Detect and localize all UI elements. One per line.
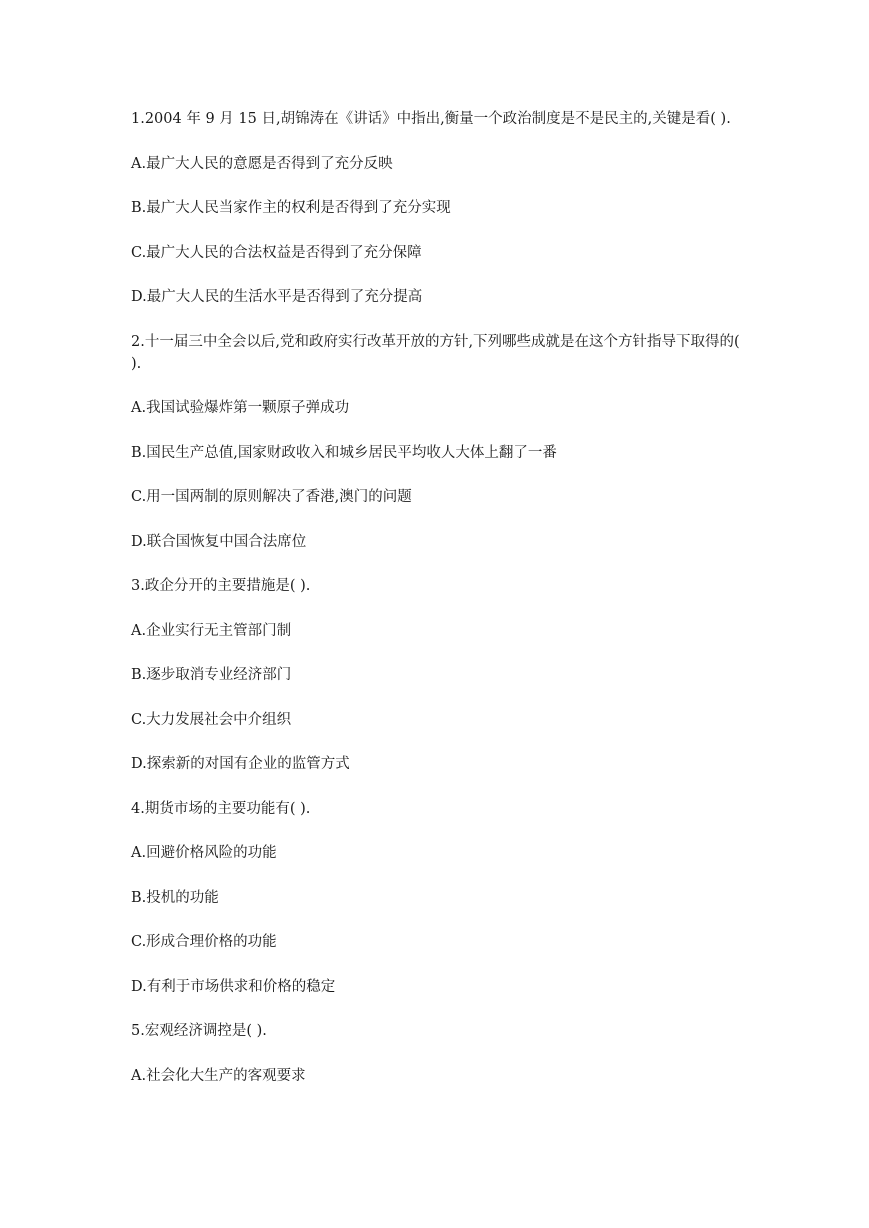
question-4-option-a: A.回避价格风险的功能 bbox=[131, 845, 277, 861]
question-4-option-d: D.有利于市场供求和价格的稳定 bbox=[131, 978, 336, 995]
question-1-option-a: A.最广大人民的意愿是否得到了充分反映 bbox=[131, 155, 393, 172]
question-1-option-b: B.最广大人民当家作主的权利是否得到了充分实现 bbox=[131, 200, 451, 216]
question-1-option-c: C.最广大人民的合法权益是否得到了充分保障 bbox=[131, 244, 422, 261]
question-4-stem: 4.期货市场的主要功能有( ). bbox=[131, 800, 311, 817]
question-list bbox=[131, 108, 741, 1109]
question-3-option-c: C.大力发展社会中介组织 bbox=[131, 711, 292, 728]
question-2-option-a: A.我国试验爆炸第一颗原子弹成功 bbox=[131, 400, 350, 416]
question-4-option-c: C.形成合理价格的功能 bbox=[131, 934, 277, 950]
question-3-option-d: D.探索新的对国有企业的监管方式 bbox=[131, 756, 350, 772]
question-3-option-a: A.企业实行无主管部门制 bbox=[131, 622, 292, 639]
question-1-stem: 1.2004 年 9 月 15 日,胡锦涛在《讲话》中指出,衡量一个政治制度是不是民主的,关键是看( ). bbox=[131, 111, 731, 127]
question-4-option-b: B.投机的功能 bbox=[131, 889, 219, 906]
question-2-option-d: D.联合国恢复中国合法席位 bbox=[131, 533, 307, 550]
question-5-option-a: A.社会化大生产的客观要求 bbox=[131, 1067, 306, 1084]
question-3-option-b: B.逐步取消专业经济部门 bbox=[131, 667, 292, 683]
question-2-stem: 2.十一届三中全会以后,党和政府实行改革开放的方针,下列哪些成就是在这个方针指导下取得的( ). bbox=[131, 333, 740, 372]
question-1-option-d: D.最广大人民的生活水平是否得到了充分提高 bbox=[131, 289, 423, 305]
question-2-option-b: B.国民生产总值,国家财政收入和城乡居民平均收人大体上翻了一番 bbox=[131, 444, 557, 461]
question-5-stem: 5.宏观经济调控是( ). bbox=[131, 1023, 267, 1039]
question-3-stem: 3.政企分开的主要措施是( ). bbox=[131, 578, 311, 594]
question-2-option-c: C.用一国两制的原则解决了香港,澳门的问题 bbox=[131, 489, 412, 505]
